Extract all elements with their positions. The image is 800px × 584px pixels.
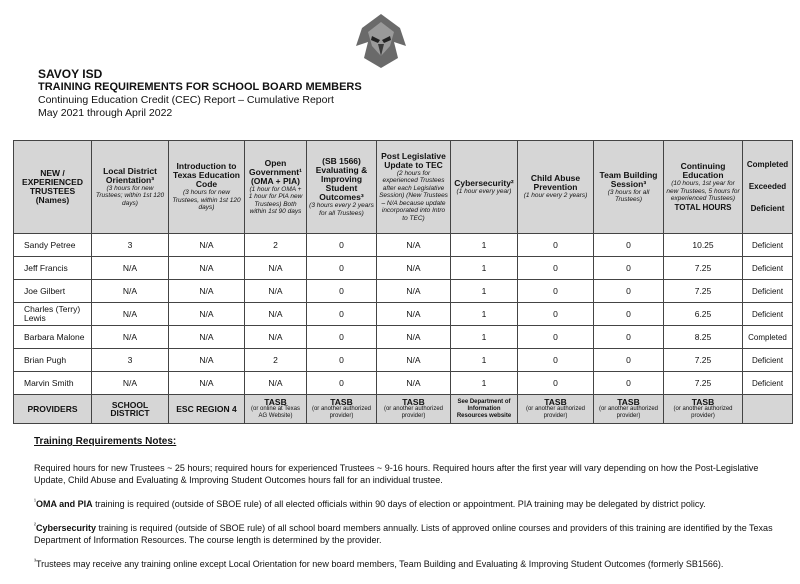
table-row: [14, 234, 793, 257]
table-row: [14, 349, 793, 372]
table-cell: N/A: [169, 257, 245, 280]
table-cell: 0: [594, 257, 664, 280]
table-cell: N/A: [169, 372, 245, 395]
table-cell: 0: [307, 326, 377, 349]
table-cell: 0: [518, 280, 594, 303]
district-name: SAVOY ISD: [38, 67, 103, 81]
table-cell: 0: [594, 280, 664, 303]
table-cell: 0: [518, 326, 594, 349]
provider-cell: TASB (or another authorized provider): [594, 395, 664, 424]
status-cell: Deficient: [743, 349, 793, 372]
trustee-name: Barbara Malone: [14, 326, 92, 349]
table-cell: 1: [451, 326, 518, 349]
training-notes: [34, 436, 774, 580]
table-cell: N/A: [169, 349, 245, 372]
table-cell: 3: [92, 349, 169, 372]
table-cell: 3: [92, 234, 169, 257]
providers-label: PROVIDERS: [14, 395, 92, 424]
table-cell: 0: [594, 234, 664, 257]
report-title: TRAINING REQUIREMENTS FOR SCHOOL BOARD MEMBERS: [38, 81, 362, 93]
table-cell: 7.25: [664, 257, 743, 280]
table-cell: 7.25: [664, 349, 743, 372]
column-header-continuing-education: Continuing Education (10 hours, 1st year for new Trustees, 5 hours for experienced Trustees) TOTAL HOURS: [664, 141, 743, 234]
table-cell: N/A: [377, 326, 451, 349]
trustee-name: Brian Pugh: [14, 349, 92, 372]
trustee-name: Joe Gilbert: [14, 280, 92, 303]
table-cell: 1: [451, 257, 518, 280]
table-cell: 8.25: [664, 326, 743, 349]
table-cell: 0: [594, 303, 664, 326]
trustee-name: Sandy Petree: [14, 234, 92, 257]
note-paragraph: $^{^2}$Cybersecurity training is required (outside of SBOE rule) of all school board members annually. Lists of approved online courses and providers of this training are identified by the Texas Department of Information Resources. The course length is determined by the provider.: [34, 523, 773, 545]
status-cell: Deficient: [743, 372, 793, 395]
table-row: [14, 326, 793, 349]
table-cell: 0: [307, 303, 377, 326]
table-cell: 0: [307, 280, 377, 303]
status-cell: Completed: [743, 326, 793, 349]
column-header-status: Completed Exceeded Deficient: [743, 141, 793, 234]
table-cell: N/A: [92, 326, 169, 349]
column-header-child-abuse: Child Abuse Prevention (1 hour every 2 years): [518, 141, 594, 234]
table-cell: N/A: [92, 372, 169, 395]
column-header-trustees: NEW / EXPERIENCED TRUSTEES (Names): [14, 141, 92, 234]
table-cell: 1: [451, 372, 518, 395]
table-cell: N/A: [92, 303, 169, 326]
column-header-student-outcomes: (SB 1566) Evaluating & Improving Student Outcomes³ (3 hours every 2 years for all Trustees): [307, 141, 377, 234]
report-subtitle: Continuing Education Credit (CEC) Report – Cumulative Report: [38, 94, 334, 106]
column-header-intro-tec: Introduction to Texas Education Code (3 hours for new Trustees, within 1st 120 days): [169, 141, 245, 234]
table-cell: 0: [307, 349, 377, 372]
table-cell: 7.25: [664, 372, 743, 395]
table-cell: 10.25: [664, 234, 743, 257]
trustee-name: Jeff Francis: [14, 257, 92, 280]
table-cell: N/A: [245, 326, 307, 349]
table-cell: N/A: [92, 257, 169, 280]
table-cell: 2: [245, 234, 307, 257]
notes-title: Training Requirements Notes:: [34, 436, 177, 447]
table-row: [14, 280, 793, 303]
table-cell: 0: [518, 257, 594, 280]
provider-cell: SCHOOL DISTRICT: [92, 395, 169, 424]
training-table: [13, 140, 793, 424]
table-header-row: [14, 141, 793, 234]
trustee-name: Marvin Smith: [14, 372, 92, 395]
provider-cell: TASB (or another authorized provider): [664, 395, 743, 424]
table-cell: N/A: [377, 234, 451, 257]
table-cell: 1: [451, 280, 518, 303]
status-cell: Deficient: [743, 280, 793, 303]
table-cell: N/A: [377, 372, 451, 395]
table-cell: 7.25: [664, 280, 743, 303]
provider-cell: ESC REGION 4: [169, 395, 245, 424]
trustee-name: Charles (Terry) Lewis: [14, 303, 92, 326]
table-cell: N/A: [245, 303, 307, 326]
column-header-open-government: Open Government¹ (OMA + PIA) (1 hour for OMA + 1 hour for PIA new Trustees) Both within 1st 90 days: [245, 141, 307, 234]
status-cell: Deficient: [743, 257, 793, 280]
report-period: May 2021 through April 2022: [38, 107, 173, 119]
report-header: [38, 68, 362, 120]
provider-cell: TASB (or another authorized provider): [377, 395, 451, 424]
provider-cell: [743, 395, 793, 424]
column-header-post-legislative: Post Legislative Update to TEC (2 hours for experienced Trustees after each Legislative Session) (New Trustees – N/A because update incorporated into Intro to TEC): [377, 141, 451, 234]
table-cell: N/A: [92, 280, 169, 303]
table-cell: 1: [451, 234, 518, 257]
column-header-team-building: Team Building Session³ (3 hours for all Trustees): [594, 141, 664, 234]
table-cell: N/A: [169, 326, 245, 349]
table-cell: N/A: [245, 280, 307, 303]
table-cell: 0: [307, 372, 377, 395]
table-row: [14, 303, 793, 326]
table-cell: N/A: [377, 257, 451, 280]
table-cell: N/A: [245, 257, 307, 280]
table-cell: 0: [307, 257, 377, 280]
provider-cell: See Department of Information Resources website: [451, 395, 518, 424]
table-cell: N/A: [169, 234, 245, 257]
note-paragraph: $^{^1}$OMA and PIA training is required (outside of SBOE rule) of all elected officials within 90 days of election or appointment. PIA training may be delegated by district policy.: [34, 499, 706, 509]
status-cell: Deficient: [743, 303, 793, 326]
table-cell: N/A: [245, 372, 307, 395]
table-cell: 6.25: [664, 303, 743, 326]
table-cell: N/A: [169, 303, 245, 326]
table-cell: 0: [518, 349, 594, 372]
provider-cell: TASB (or another authorized provider): [518, 395, 594, 424]
table-cell: N/A: [169, 280, 245, 303]
provider-cell: TASB (or online at Texas AG Website): [245, 395, 307, 424]
table-cell: 1: [451, 303, 518, 326]
table-cell: 0: [594, 326, 664, 349]
provider-cell: TASB (or another authorized provider): [307, 395, 377, 424]
table-cell: N/A: [377, 280, 451, 303]
table-cell: N/A: [377, 349, 451, 372]
table-cell: 0: [518, 234, 594, 257]
table-cell: 0: [518, 372, 594, 395]
providers-row: [14, 395, 793, 424]
column-header-cybersecurity: Cybersecurity² (1 hour every year): [451, 141, 518, 234]
table-cell: 0: [307, 234, 377, 257]
table-cell: 1: [451, 349, 518, 372]
table-cell: 2: [245, 349, 307, 372]
note-paragraph: $^{^3}$Trustees may receive any training online except Local Orientation for new board members, Team Building and Evaluating & Improving Student Outcomes (formerly SB1566).: [34, 559, 724, 569]
table-row: [14, 257, 793, 280]
table-cell: 0: [594, 372, 664, 395]
status-cell: Deficient: [743, 234, 793, 257]
note-paragraph: Required hours for new Trustees ~ 25 hours; required hours for experienced Trustees ~ 9-16 hours. Required hours after the first year will vary depending on how the Post-Legislative Update, Child Abuse and Evaluating & Improving Student Outcomes hours fall for an individual trustee.: [34, 463, 759, 485]
column-header-orientation: Local District Orientation³ (3 hours for new Trustees; within 1st 120 days): [92, 141, 169, 234]
table-cell: 0: [518, 303, 594, 326]
eagle-mascot-logo: [354, 12, 408, 70]
table-cell: N/A: [377, 303, 451, 326]
table-cell: 0: [594, 349, 664, 372]
table-row: [14, 372, 793, 395]
